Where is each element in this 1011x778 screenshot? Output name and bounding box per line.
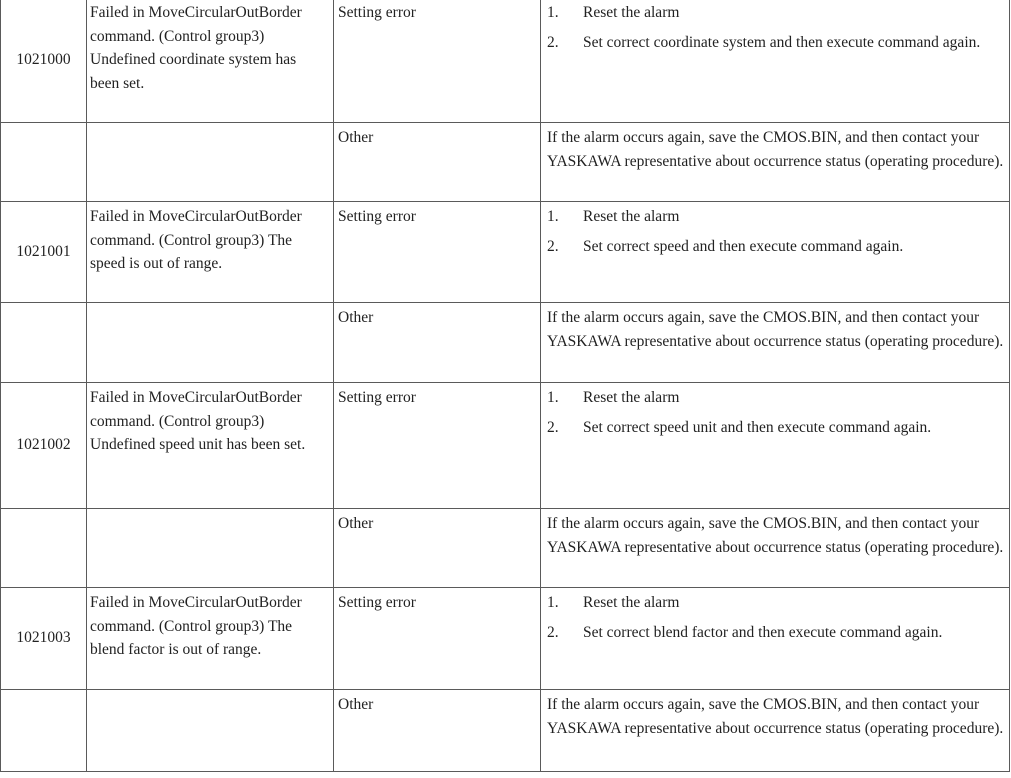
step-text: Set correct blend factor and then execute command again.	[583, 623, 943, 641]
alarm-cause: Other	[334, 509, 541, 588]
step-text: Set correct speed unit and then execute command again.	[583, 418, 932, 436]
alarm-row-setting-error	[1, 588, 1010, 690]
alarm-cause: Setting error	[334, 383, 541, 509]
remedy-step	[547, 235, 1005, 259]
alarm-remedy	[541, 202, 1010, 303]
alarm-cause: Other	[334, 303, 541, 383]
alarm-row-other	[1, 123, 1010, 202]
remedy-steps	[547, 1, 1005, 54]
alarm-code: 1021002	[1, 383, 87, 509]
remedy-step	[547, 386, 1005, 410]
alarm-row-other	[1, 303, 1010, 383]
alarm-code-empty	[1, 509, 87, 588]
alarm-code: 1021001	[1, 202, 87, 303]
step-number: 1.	[547, 389, 559, 406]
remedy-step	[547, 416, 1005, 440]
remedy-steps	[547, 591, 1005, 644]
step-number: 1.	[547, 208, 559, 225]
step-number: 1.	[547, 594, 559, 611]
alarm-message: Failed in MoveCircularOutBorder command. (Control group3) The speed is out of range.	[87, 202, 334, 303]
alarm-remedy: If the alarm occurs again, save the CMOS.BIN, and then contact your YASKAWA representative about occurrence status (operating procedure).	[541, 690, 1010, 772]
alarm-message: Failed in MoveCircularOutBorder command. (Control group3) The blend factor is out of range.	[87, 588, 334, 690]
alarm-row-other	[1, 509, 1010, 588]
alarm-remedy: If the alarm occurs again, save the CMOS.BIN, and then contact your YASKAWA representative about occurrence status (operating procedure).	[541, 509, 1010, 588]
alarm-cause: Other	[334, 690, 541, 772]
step-number: 1.	[547, 4, 559, 21]
alarm-row-setting-error	[1, 202, 1010, 303]
alarm-remedy	[541, 588, 1010, 690]
alarm-remedy: If the alarm occurs again, save the CMOS.BIN, and then contact your YASKAWA representative about occurrence status (operating procedure).	[541, 303, 1010, 383]
step-text: Reset the alarm	[583, 389, 680, 406]
alarm-code-empty	[1, 303, 87, 383]
step-number: 2.	[547, 33, 559, 51]
remedy-steps	[547, 205, 1005, 258]
remedy-step	[547, 31, 1005, 55]
remedy-steps	[547, 386, 1005, 439]
step-number: 2.	[547, 418, 559, 436]
step-number: 2.	[547, 237, 559, 255]
alarm-message: Failed in MoveCircularOutBorder command. (Control group3) Undefined speed unit has been set.	[87, 383, 334, 509]
alarm-row-setting-error	[1, 383, 1010, 509]
alarm-code: 1021000	[1, 0, 87, 123]
alarm-cause: Setting error	[334, 0, 541, 123]
alarm-message-empty	[87, 509, 334, 588]
alarm-message-empty	[87, 690, 334, 772]
step-text: Reset the alarm	[583, 208, 680, 225]
remedy-step	[547, 621, 1005, 645]
alarm-code-empty	[1, 123, 87, 202]
alarm-message-empty	[87, 303, 334, 383]
step-text: Set correct speed and then execute command again.	[583, 237, 904, 255]
remedy-step	[547, 205, 1005, 229]
step-text: Reset the alarm	[583, 4, 680, 21]
alarm-cause: Setting error	[334, 588, 541, 690]
alarm-message-empty	[87, 123, 334, 202]
alarm-code-empty	[1, 690, 87, 772]
alarm-message: Failed in MoveCircularOutBorder command. (Control group3) Undefined coordinate system has been set.	[87, 0, 334, 123]
alarm-remedy	[541, 0, 1010, 123]
remedy-step	[547, 1, 1005, 25]
step-text: Reset the alarm	[583, 594, 680, 611]
remedy-step	[547, 591, 1005, 615]
alarm-row-setting-error	[1, 0, 1010, 123]
alarm-remedy: If the alarm occurs again, save the CMOS.BIN, and then contact your YASKAWA representative about occurrence status (operating procedure).	[541, 123, 1010, 202]
alarm-remedy	[541, 383, 1010, 509]
alarm-cause: Setting error	[334, 202, 541, 303]
step-text: Set correct coordinate system and then execute command again.	[583, 33, 981, 51]
step-number: 2.	[547, 623, 559, 641]
alarm-row-other	[1, 690, 1010, 772]
alarm-code: 1021003	[1, 588, 87, 690]
alarm-cause: Other	[334, 123, 541, 202]
